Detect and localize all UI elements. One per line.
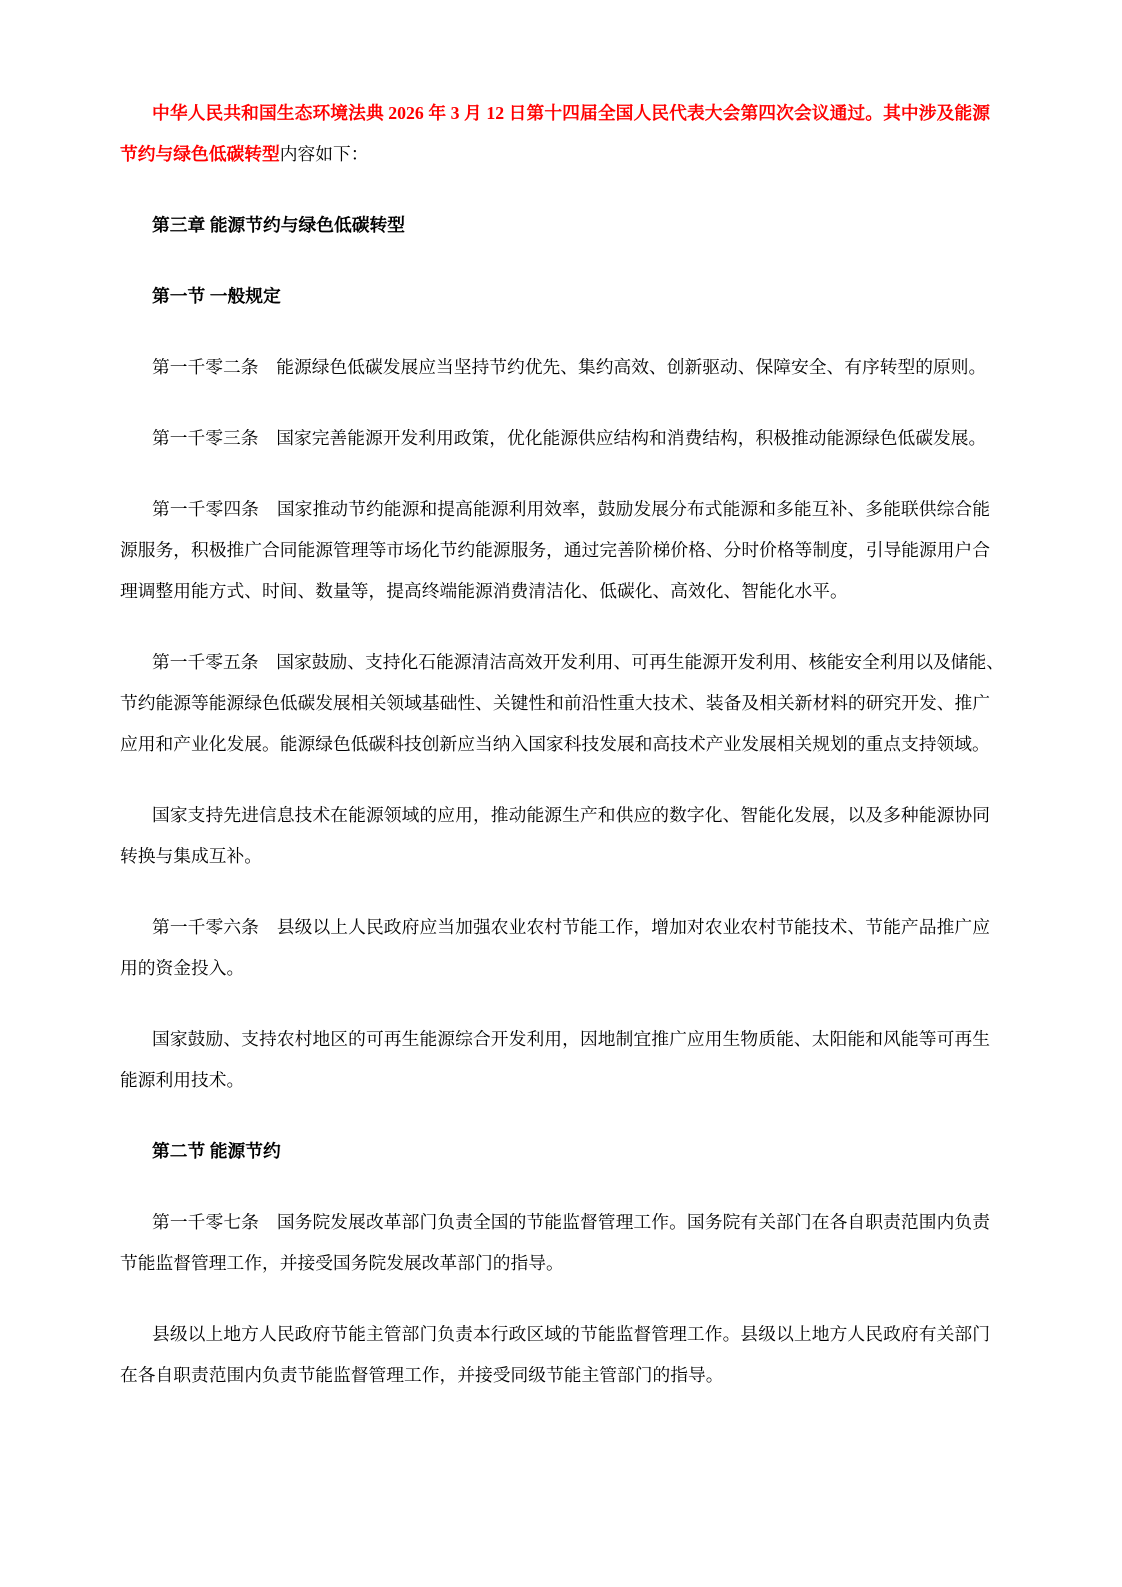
article-1006 [120, 907, 990, 989]
article-1002 [120, 347, 990, 388]
paragraph-line: 第一千零五条 国家鼓励、支持化石能源清洁高效开发利用、可再生能源开发利用、核能安全利用以及储能、 [152, 652, 1005, 672]
intro-paragraph [120, 93, 990, 175]
intro-highlight-text: 节约与绿色低碳转型 [120, 144, 280, 164]
paragraph-line: 国家鼓励、支持农村地区的可再生能源综合开发利用，因地制宜推广应用生物质能、太阳能和风能等可再生 [152, 1029, 990, 1049]
paragraph-line: 应用和产业化发展。能源绿色低碳科技创新应当纳入国家科技发展和高技术产业发展相关规划的重点支持领域。 [120, 734, 990, 754]
paragraph-line: 用的资金投入。 [120, 958, 245, 978]
article-1005 [120, 642, 1005, 765]
article-1006-paragraph-2 [120, 1019, 990, 1101]
article-1004 [120, 489, 990, 612]
document-body [120, 93, 1005, 1426]
paragraph-line: 第一千零四条 国家推动节约能源和提高能源利用效率，鼓励发展分布式能源和多能互补、多能联供综合能 [152, 499, 990, 519]
intro-second-line [120, 134, 990, 175]
article-1003 [120, 418, 990, 459]
paragraph-line: 第一千零六条 县级以上人民政府应当加强农业农村节能工作，增加对农业农村节能技术、节能产品推广应 [152, 917, 990, 937]
article-1007 [120, 1202, 990, 1284]
article-1005-paragraph-2 [120, 795, 990, 877]
section-title [120, 1131, 990, 1172]
paragraph-line: 能源利用技术。 [120, 1070, 245, 1090]
intro-highlight-line: 中华人民共和国生态环境法典 2026 年 3 月 12 日第十四届全国人民代表大会第四次会议通过。其中涉及能源 [152, 103, 990, 123]
paragraph-line: 第一千零三条 国家完善能源开发利用政策，优化能源供应结构和消费结构，积极推动能源绿色低碳发展。 [152, 428, 987, 448]
paragraph-line: 理调整用能方式、时间、数量等，提高终端能源消费清洁化、低碳化、高效化、智能化水平。 [120, 581, 848, 601]
section-title [120, 276, 990, 317]
chapter-title [120, 205, 990, 246]
chapter-title-text: 第三章 能源节约与绿色低碳转型 [152, 215, 405, 235]
paragraph-line: 转换与集成互补。 [120, 846, 263, 866]
paragraph-line: 国家支持先进信息技术在能源领域的应用，推动能源生产和供应的数字化、智能化发展，以及多种能源协同 [152, 805, 990, 825]
paragraph-line: 县级以上地方人民政府节能主管部门负责本行政区域的节能监督管理工作。县级以上地方人民政府有关部门 [152, 1324, 990, 1344]
paragraph-line: 第一千零七条 国务院发展改革部门负责全国的节能监督管理工作。国务院有关部门在各自职责范围内负责 [152, 1212, 990, 1232]
intro-plain-text: 内容如下： [279, 144, 369, 164]
paragraph-line: 源服务，积极推广合同能源管理等市场化节约能源服务，通过完善阶梯价格、分时价格等制度，引导能源用户合 [120, 540, 990, 560]
section-title-text: 第二节 能源节约 [152, 1141, 281, 1161]
paragraph-line: 第一千零二条 能源绿色低碳发展应当坚持节约优先、集约高效、创新驱动、保障安全、有序转型的原则。 [152, 357, 987, 377]
paragraph-line: 节约能源等能源绿色低碳发展相关领域基础性、关键性和前沿性重大技术、装备及相关新材料的研究开发、推广 [120, 693, 990, 713]
paragraph-line: 在各自职责范围内负责节能监督管理工作，并接受同级节能主管部门的指导。 [120, 1365, 724, 1385]
section-title-text: 第一节 一般规定 [152, 286, 281, 306]
article-1007-paragraph-2 [120, 1314, 990, 1396]
paragraph-line: 节能监督管理工作，并接受国务院发展改革部门的指导。 [120, 1253, 564, 1273]
